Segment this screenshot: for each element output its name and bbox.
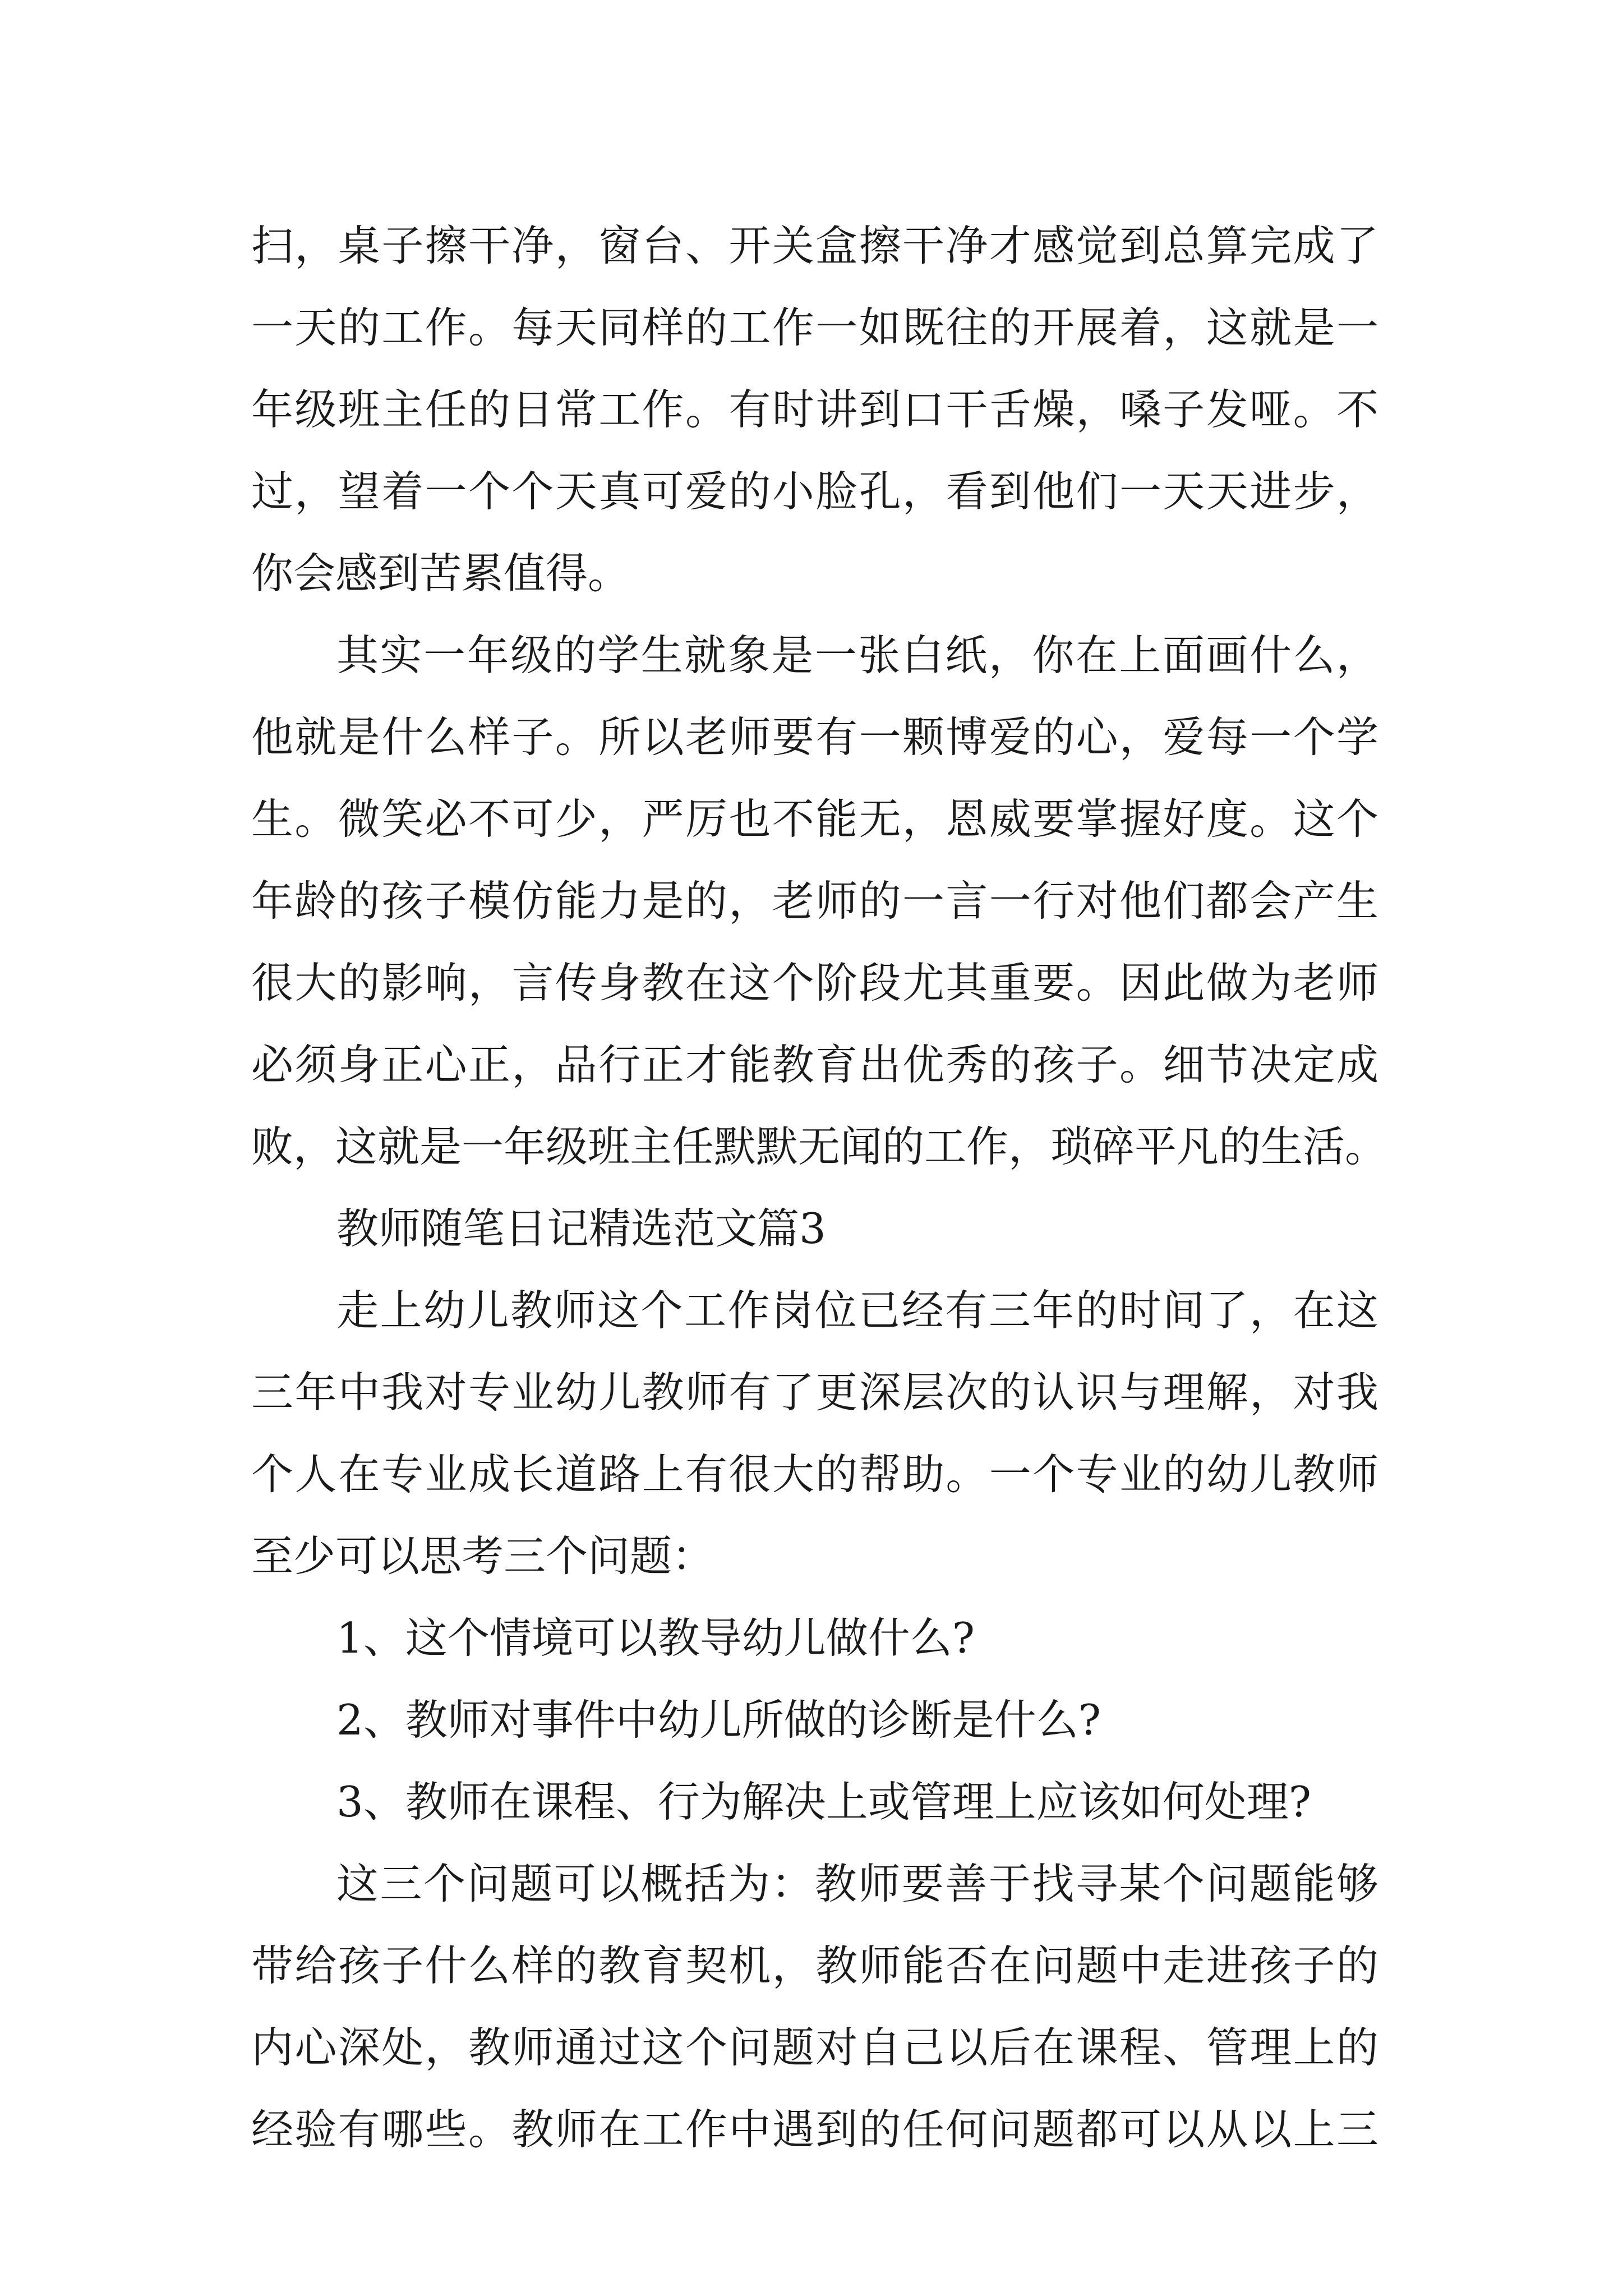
paragraph xyxy=(251,205,1378,614)
text-line: 年龄的孩子模仿能力是的，老师的一言一行对他们都会产生 xyxy=(251,876,1378,926)
paragraph xyxy=(251,614,1387,1188)
text-line: 内心深处，教师通过这个问题对自己以后在课程、管理上的 xyxy=(251,2023,1378,2072)
text-line: 败，这就是一年级班主任默默无闻的工作，琐碎平凡的生活。 xyxy=(251,1122,1387,1171)
text-line: 3、教师在课程、行为解决上或管理上应该如何处理? xyxy=(336,1777,1311,1826)
list-item xyxy=(251,1597,1378,1679)
text-line: 这三个问题可以概括为：教师要善于找寻某个问题能够 xyxy=(336,1859,1378,1908)
text-line: 走上幼儿教师这个工作岗位已经有三年的时间了，在这 xyxy=(336,1286,1378,1335)
text-line: 其实一年级的学生就象是一张白纸，你在上面画什么， xyxy=(336,631,1378,680)
list-item xyxy=(251,1761,1378,1843)
text-line: 你会感到苦累值得。 xyxy=(251,549,630,598)
text-line: 一天的工作。每天同样的工作一如既往的开展着，这就是一 xyxy=(251,303,1378,352)
text-line: 生。微笑必不可少，严厉也不能无，恩威要掌握好度。这个 xyxy=(251,794,1378,844)
text-line: 带给孩子什么样的教育契机，教师能否在问题中走进孩子的 xyxy=(251,1941,1378,1990)
text-line: 他就是什么样子。所以老师要有一颗博爱的心，爱每一个学 xyxy=(251,712,1378,762)
paragraph xyxy=(251,1843,1378,2170)
section-heading xyxy=(251,1188,1378,1269)
text-line: 很大的影响，言传身教在这个阶段尤其重要。因此做为老师 xyxy=(251,958,1378,1007)
text-line: 2、教师对事件中幼儿所做的诊断是什么? xyxy=(336,1695,1101,1745)
paragraph xyxy=(251,1269,1378,1597)
text-line: 扫，桌子擦干净，窗台、开关盒擦干净才感觉到总算完成了 xyxy=(251,221,1378,270)
text-line: 至少可以思考三个问题： xyxy=(251,1531,714,1581)
document-body xyxy=(251,205,1387,2170)
text-line: 个人在专业成长道路上有很大的帮助。一个专业的幼儿教师 xyxy=(251,1450,1378,1499)
section-heading-text: 教师随笔日记精选范文篇3 xyxy=(336,1204,826,1253)
text-line: 三年中我对专业幼儿教师有了更深层次的认识与理解，对我 xyxy=(251,1368,1378,1417)
text-line: 年级班主任的日常工作。有时讲到口干舌燥，嗓子发哑。不 xyxy=(251,385,1378,434)
text-line: 必须身正心正，品行正才能教育出优秀的孩子。细节决定成 xyxy=(251,1040,1378,1089)
text-line: 1、这个情境可以教导幼儿做什么? xyxy=(336,1613,975,1663)
text-line: 过，望着一个个天真可爱的小脸孔，看到他们一天天进步， xyxy=(251,467,1378,516)
list-item xyxy=(251,1679,1378,1761)
text-line: 经验有哪些。教师在工作中遇到的任何问题都可以从以上三 xyxy=(251,2105,1378,2154)
